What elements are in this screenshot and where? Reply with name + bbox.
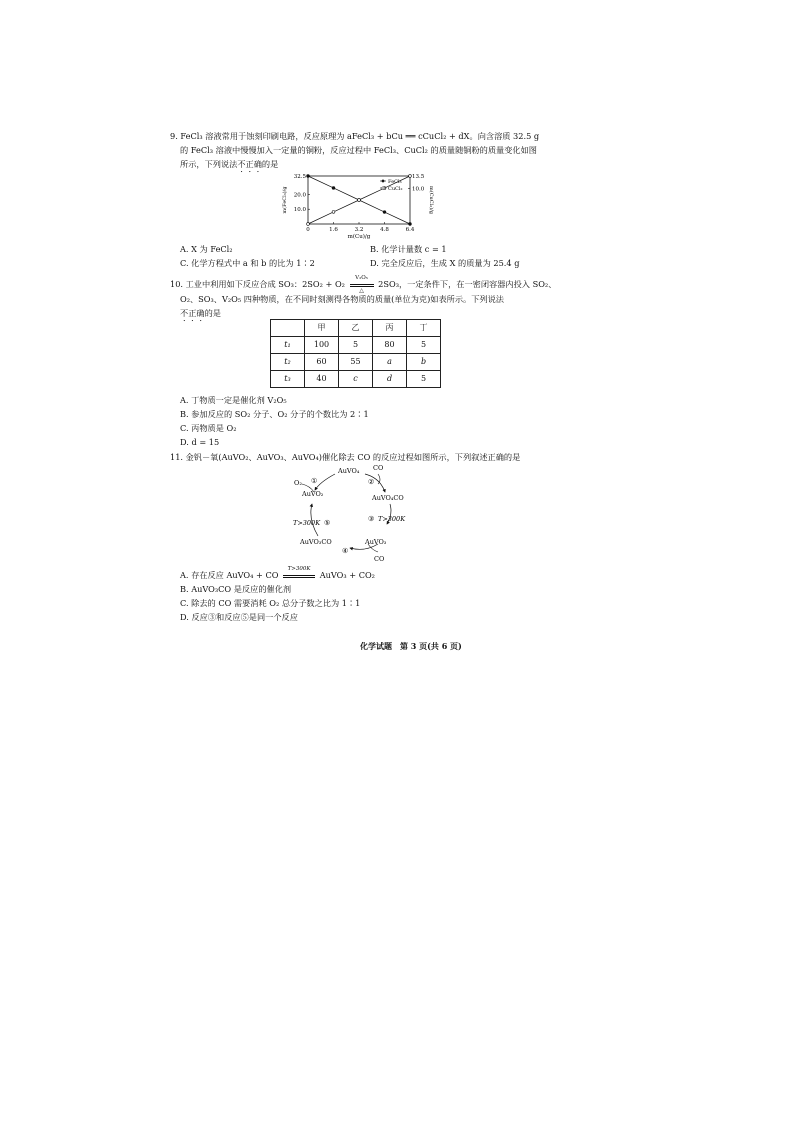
q10-line3-post: 的是 bbox=[204, 308, 221, 318]
q10-table-row bbox=[271, 371, 441, 388]
label-temp-left: T>300K bbox=[293, 519, 321, 527]
q10-line1-pre: 10. 工业中利用如下反应合成 SO₃：2SO₂ + O₂ bbox=[170, 279, 345, 289]
q10-table-cell: d bbox=[373, 371, 407, 388]
q10-condition-arrow bbox=[350, 274, 374, 294]
label-co-bottom: CO bbox=[374, 555, 385, 563]
legend-marker bbox=[382, 180, 384, 182]
legend-label: CuCl₂ bbox=[388, 186, 403, 192]
label-step-2: ② bbox=[368, 478, 375, 486]
legend-marker bbox=[382, 187, 384, 189]
q10-line1-post: 2SO₃，一定条件下，在一密闭容器内投入 SO₂、 bbox=[378, 279, 557, 289]
q9-line3-post: 的是 bbox=[261, 159, 279, 169]
q10-table-cell: a bbox=[373, 354, 407, 371]
q9-option-b: B. 化学计量数 c = 1 bbox=[370, 244, 447, 254]
y-right-tick-label: 10.0 bbox=[412, 186, 425, 193]
y-right-tick-label: 13.5 bbox=[412, 174, 425, 180]
x-tick-label: 1.6 bbox=[329, 227, 338, 233]
x-tick-label: 4.8 bbox=[380, 227, 389, 233]
q10-table-cell: 5 bbox=[407, 337, 441, 354]
y-left-tick-label: 20.0 bbox=[293, 192, 306, 199]
label-auvo4-top: AuVO₄ bbox=[338, 467, 360, 475]
q10-option-b: B. 参加反应的 SO₂ 分子、O₂ 分子的个数比为 2∶1 bbox=[180, 409, 369, 419]
label-auvo2: AuVO₂ bbox=[302, 490, 324, 498]
q10-table-cell: 55 bbox=[339, 354, 373, 371]
q11-condition-arrow bbox=[283, 565, 315, 578]
y-left-tick-label: 32.5 bbox=[293, 174, 306, 180]
q10-table-cell: c bbox=[339, 371, 373, 388]
q10-table-cell: 80 bbox=[373, 337, 407, 354]
q9-option-c: C. 化学方程式中 a 和 b 的比为 1∶2 bbox=[180, 258, 315, 268]
q10-line3 bbox=[180, 308, 221, 323]
q9-option-a: A. X 为 FeCl₂ bbox=[180, 244, 233, 254]
q11-option-a bbox=[180, 565, 375, 580]
page-footer: 化学试题 第 3 页(共 6 页) bbox=[360, 641, 462, 651]
data-point bbox=[383, 211, 386, 214]
label-step-1: ① bbox=[311, 477, 318, 485]
q10-table-cell: t₂ bbox=[271, 354, 305, 371]
x-tick-label: 6.4 bbox=[405, 227, 415, 233]
q9-line1: 9. FeCl₃ 溶液常用于蚀刻印刷电路，反应原理为 aFeCl₃ + bCu ══ cCuCl₂ + dX。向含溶质 32.5 g bbox=[170, 131, 540, 141]
y-left-axis-label: m(FeCl₃)/g bbox=[282, 186, 288, 214]
q10-table-header-row bbox=[271, 320, 441, 337]
q10-heat: △ bbox=[359, 286, 364, 294]
label-auvo3co: AuVO₃CO bbox=[300, 538, 332, 546]
x-axis-label: m(Cu)/g bbox=[347, 234, 371, 240]
data-point bbox=[409, 175, 412, 178]
q10-option-c: C. 丙物质是 O₂ bbox=[180, 423, 237, 433]
q10-table-cell: 5 bbox=[339, 337, 373, 354]
q10-option-a: A. 丁物质一定是催化剂 V₂O₅ bbox=[180, 395, 287, 405]
q11-option-a-post: AuVO₃ + CO₂ bbox=[319, 570, 375, 580]
q10-table-header-blank bbox=[271, 320, 305, 337]
label-step-3: ③ bbox=[368, 515, 375, 523]
q11-option-a-pre: A. 存在反应 AuVO₄ + CO bbox=[180, 570, 279, 580]
q10-table bbox=[270, 319, 441, 388]
q10-table-header-yi: 乙 bbox=[339, 320, 373, 337]
label-auvo3: AuVO₃ bbox=[365, 538, 387, 546]
q10-line3-emph: 不正确 bbox=[180, 308, 205, 318]
q10-table-header-ding: 丁 bbox=[407, 320, 441, 337]
q9-line3-pre: 所示，下列说法 bbox=[180, 159, 238, 169]
q10-table-row bbox=[271, 337, 441, 354]
q10-table-cell: t₃ bbox=[271, 371, 305, 388]
q10-table-cell: 100 bbox=[305, 337, 339, 354]
label-o2: O₂ bbox=[294, 479, 302, 487]
q10-table-cell: 5 bbox=[407, 371, 441, 388]
label-temp-right: T>300K bbox=[378, 515, 406, 523]
data-point bbox=[307, 223, 310, 226]
q10-line2: O₂、SO₃、V₂O₅ 四种物质，在不同时刻测得各物质的质量(单位为克)如表所示。下列说法 bbox=[180, 294, 504, 304]
q10-line1 bbox=[170, 274, 557, 294]
y-right-axis-label: m(CuCl₂)/g bbox=[428, 185, 434, 215]
label-step-5: ⑤ bbox=[324, 519, 331, 527]
q9-line3 bbox=[180, 159, 278, 174]
q9-chart bbox=[276, 170, 436, 246]
q11-option-d: D. 反应③和反应⑤是同一个反应 bbox=[180, 612, 298, 622]
x-tick-label: 0 bbox=[306, 227, 310, 233]
q10-table-header-bing: 丙 bbox=[373, 320, 407, 337]
y-left-tick-label: 10.0 bbox=[293, 207, 306, 214]
data-point bbox=[409, 223, 412, 226]
cycle-arrow bbox=[315, 474, 335, 490]
q10-table-row bbox=[271, 354, 441, 371]
q10-table-cell: 40 bbox=[305, 371, 339, 388]
q9-line2: 的 FeCl₃ 溶液中慢慢加入一定量的铜粉，反应过程中 FeCl₃、CuCl₂ 的质量随铜粉的质量变化如图 bbox=[180, 145, 537, 155]
q10-table-cell: 60 bbox=[305, 354, 339, 371]
data-point bbox=[332, 211, 335, 214]
data-point bbox=[332, 187, 335, 190]
q11-equals-sign bbox=[283, 575, 315, 578]
q11-line1: 11. 金钒－氧(AuVO₂、AuVO₃、AuVO₄)催化除去 CO 的反应过程如图所示，下列叙述正确的是 bbox=[170, 452, 521, 462]
q10-table-cell: b bbox=[407, 354, 441, 371]
data-point bbox=[307, 175, 310, 178]
q11-option-c: C. 除去的 CO 需要消耗 O₂ 总分子数之比为 1∶1 bbox=[180, 598, 361, 608]
q9-option-d: D. 完全反应后，生成 X 的质量为 25.4 g bbox=[370, 258, 520, 268]
q11-condition-text: T>300K bbox=[287, 565, 311, 572]
q11-cycle-diagram bbox=[290, 464, 440, 564]
data-point bbox=[358, 199, 361, 202]
q10-catalyst: V₂O₅ bbox=[355, 274, 368, 281]
label-step-4: ④ bbox=[342, 547, 349, 555]
q10-option-d: D. d = 15 bbox=[180, 437, 220, 447]
label-co-top: CO bbox=[373, 464, 384, 472]
q9-line3-emph: 不正确 bbox=[237, 159, 262, 169]
q11-option-b: B. AuVO₃CO 是反应的催化剂 bbox=[180, 584, 292, 594]
q10-table-header-jia: 甲 bbox=[305, 320, 339, 337]
x-tick-label: 3.2 bbox=[354, 227, 364, 233]
legend-label: FeCl₃ bbox=[388, 179, 402, 185]
label-auvo4co: AuVO₄CO bbox=[372, 494, 404, 502]
q10-table-cell: t₁ bbox=[271, 337, 305, 354]
